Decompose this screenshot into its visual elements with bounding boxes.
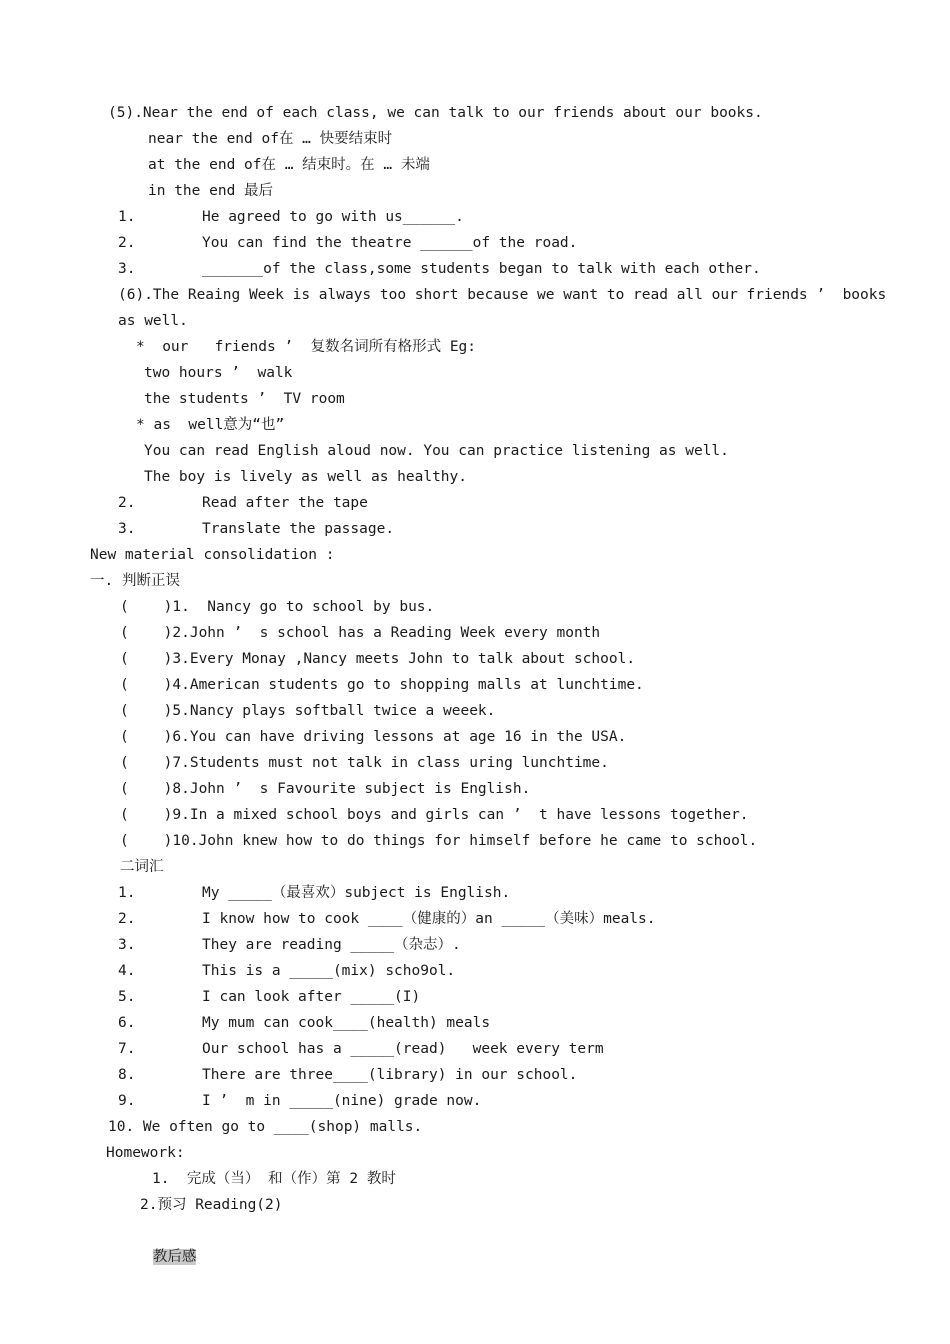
vocab-item: This is a _____(mix) scho9ol. xyxy=(202,963,456,979)
example-line: The boy is lively as well as healthy. xyxy=(144,469,468,485)
vocab-item: There are three____(library) in our school. xyxy=(202,1067,578,1083)
judgement-item: ( )3.Every Monay ,Nancy meets John to talk about school. xyxy=(120,651,636,667)
vocab-item: I know how to cook ____（健康的）an _____（美味）meals. xyxy=(202,911,656,927)
vocab-item: My mum can cook____(health) meals xyxy=(202,1015,491,1031)
note-possessive: * our friends ’ 复数名词所有格形式 Eg: xyxy=(136,339,477,355)
vocab-number: 4. xyxy=(118,963,136,979)
example-line: the students ’ TV room xyxy=(144,391,345,407)
vocab-item: Our school has a _____(read) week every term xyxy=(202,1041,604,1057)
vocab-number: 7. xyxy=(118,1041,136,1057)
task-text: Translate the passage. xyxy=(202,521,395,537)
vocab-number: 1. xyxy=(118,885,136,901)
note-at-the-end: at the end of在 … 结束时。在 … 未端 xyxy=(148,157,430,173)
section6-sentence-line1: (6).The Reaing Week is always too short because we want to read all our friends ’ books xyxy=(118,287,887,303)
judgement-item: ( )10.John knew how to do things for himself before he came to school. xyxy=(120,833,758,849)
exercise-text: _______of the class,some students began to talk with each other. xyxy=(202,261,761,277)
vocab-item: I can look after _____(I) xyxy=(202,989,421,1005)
judgement-item: ( )6.You can have driving lessons at age 16 in the USA. xyxy=(120,729,627,745)
part2-title: 二词汇 xyxy=(120,859,164,875)
exercise-number: 1. xyxy=(118,209,136,225)
reflection-label-wrap xyxy=(118,1218,197,1265)
judgement-item: ( )4.American students go to shopping malls at lunchtime. xyxy=(120,677,644,693)
exercise-text: You can find the theatre ______of the road. xyxy=(202,235,578,251)
reflection-label: 教后感 xyxy=(152,1249,197,1265)
task-number: 2. xyxy=(118,495,136,511)
vocab-item-10: 10. We often go to ____(shop) malls. xyxy=(108,1119,423,1135)
vocab-number: 3. xyxy=(118,937,136,953)
task-number: 3. xyxy=(118,521,136,537)
vocab-item: My _____（最喜欢）subject is English. xyxy=(202,885,511,901)
exercise-text: He agreed to go with us______. xyxy=(202,209,464,225)
note-in-the-end: in the end 最后 xyxy=(148,183,274,199)
example-line: two hours ’ walk xyxy=(144,365,293,381)
vocab-item: I ’ m in _____(nine) grade now. xyxy=(202,1093,482,1109)
judgement-item: ( )9.In a mixed school boys and girls can ’ t have lessons together. xyxy=(120,807,749,823)
vocab-number: 6. xyxy=(118,1015,136,1031)
judgement-item: ( )8.John ’ s Favourite subject is English. xyxy=(120,781,531,797)
judgement-item: ( )7.Students must not talk in class uring lunchtime. xyxy=(120,755,609,771)
homework-item: 1. 完成（当） 和（作）第 2 教时 xyxy=(152,1171,396,1187)
judgement-item: ( )5.Nancy plays softball twice a weeek. xyxy=(120,703,496,719)
vocab-number: 2. xyxy=(118,911,136,927)
part1-title: 一. 判断正误 xyxy=(90,573,180,589)
note-as-well: * as well意为“也” xyxy=(136,417,285,433)
vocab-number: 5. xyxy=(118,989,136,1005)
example-line: You can read English aloud now. You can practice listening as well. xyxy=(144,443,729,459)
homework-title: Homework: xyxy=(106,1145,185,1161)
exercise-number: 3. xyxy=(118,261,136,277)
judgement-item: ( )2.John ’ s school has a Reading Week every month xyxy=(120,625,601,641)
vocab-number: 9. xyxy=(118,1093,136,1109)
homework-item: 2.预习 Reading(2) xyxy=(140,1197,283,1213)
task-text: Read after the tape xyxy=(202,495,368,511)
vocab-number: 8. xyxy=(118,1067,136,1083)
judgement-item: ( )1. Nancy go to school by bus. xyxy=(120,599,435,615)
consolidation-heading: New material consolidation : xyxy=(90,547,335,563)
note-near-the-end: near the end of在 … 快要结束时 xyxy=(148,131,393,147)
vocab-item: They are reading _____（杂志）. xyxy=(202,937,461,953)
section5-sentence: (5).Near the end of each class, we can talk to our friends about our books. xyxy=(108,105,763,121)
section6-sentence-line2: as well. xyxy=(118,313,188,329)
exercise-number: 2. xyxy=(118,235,136,251)
